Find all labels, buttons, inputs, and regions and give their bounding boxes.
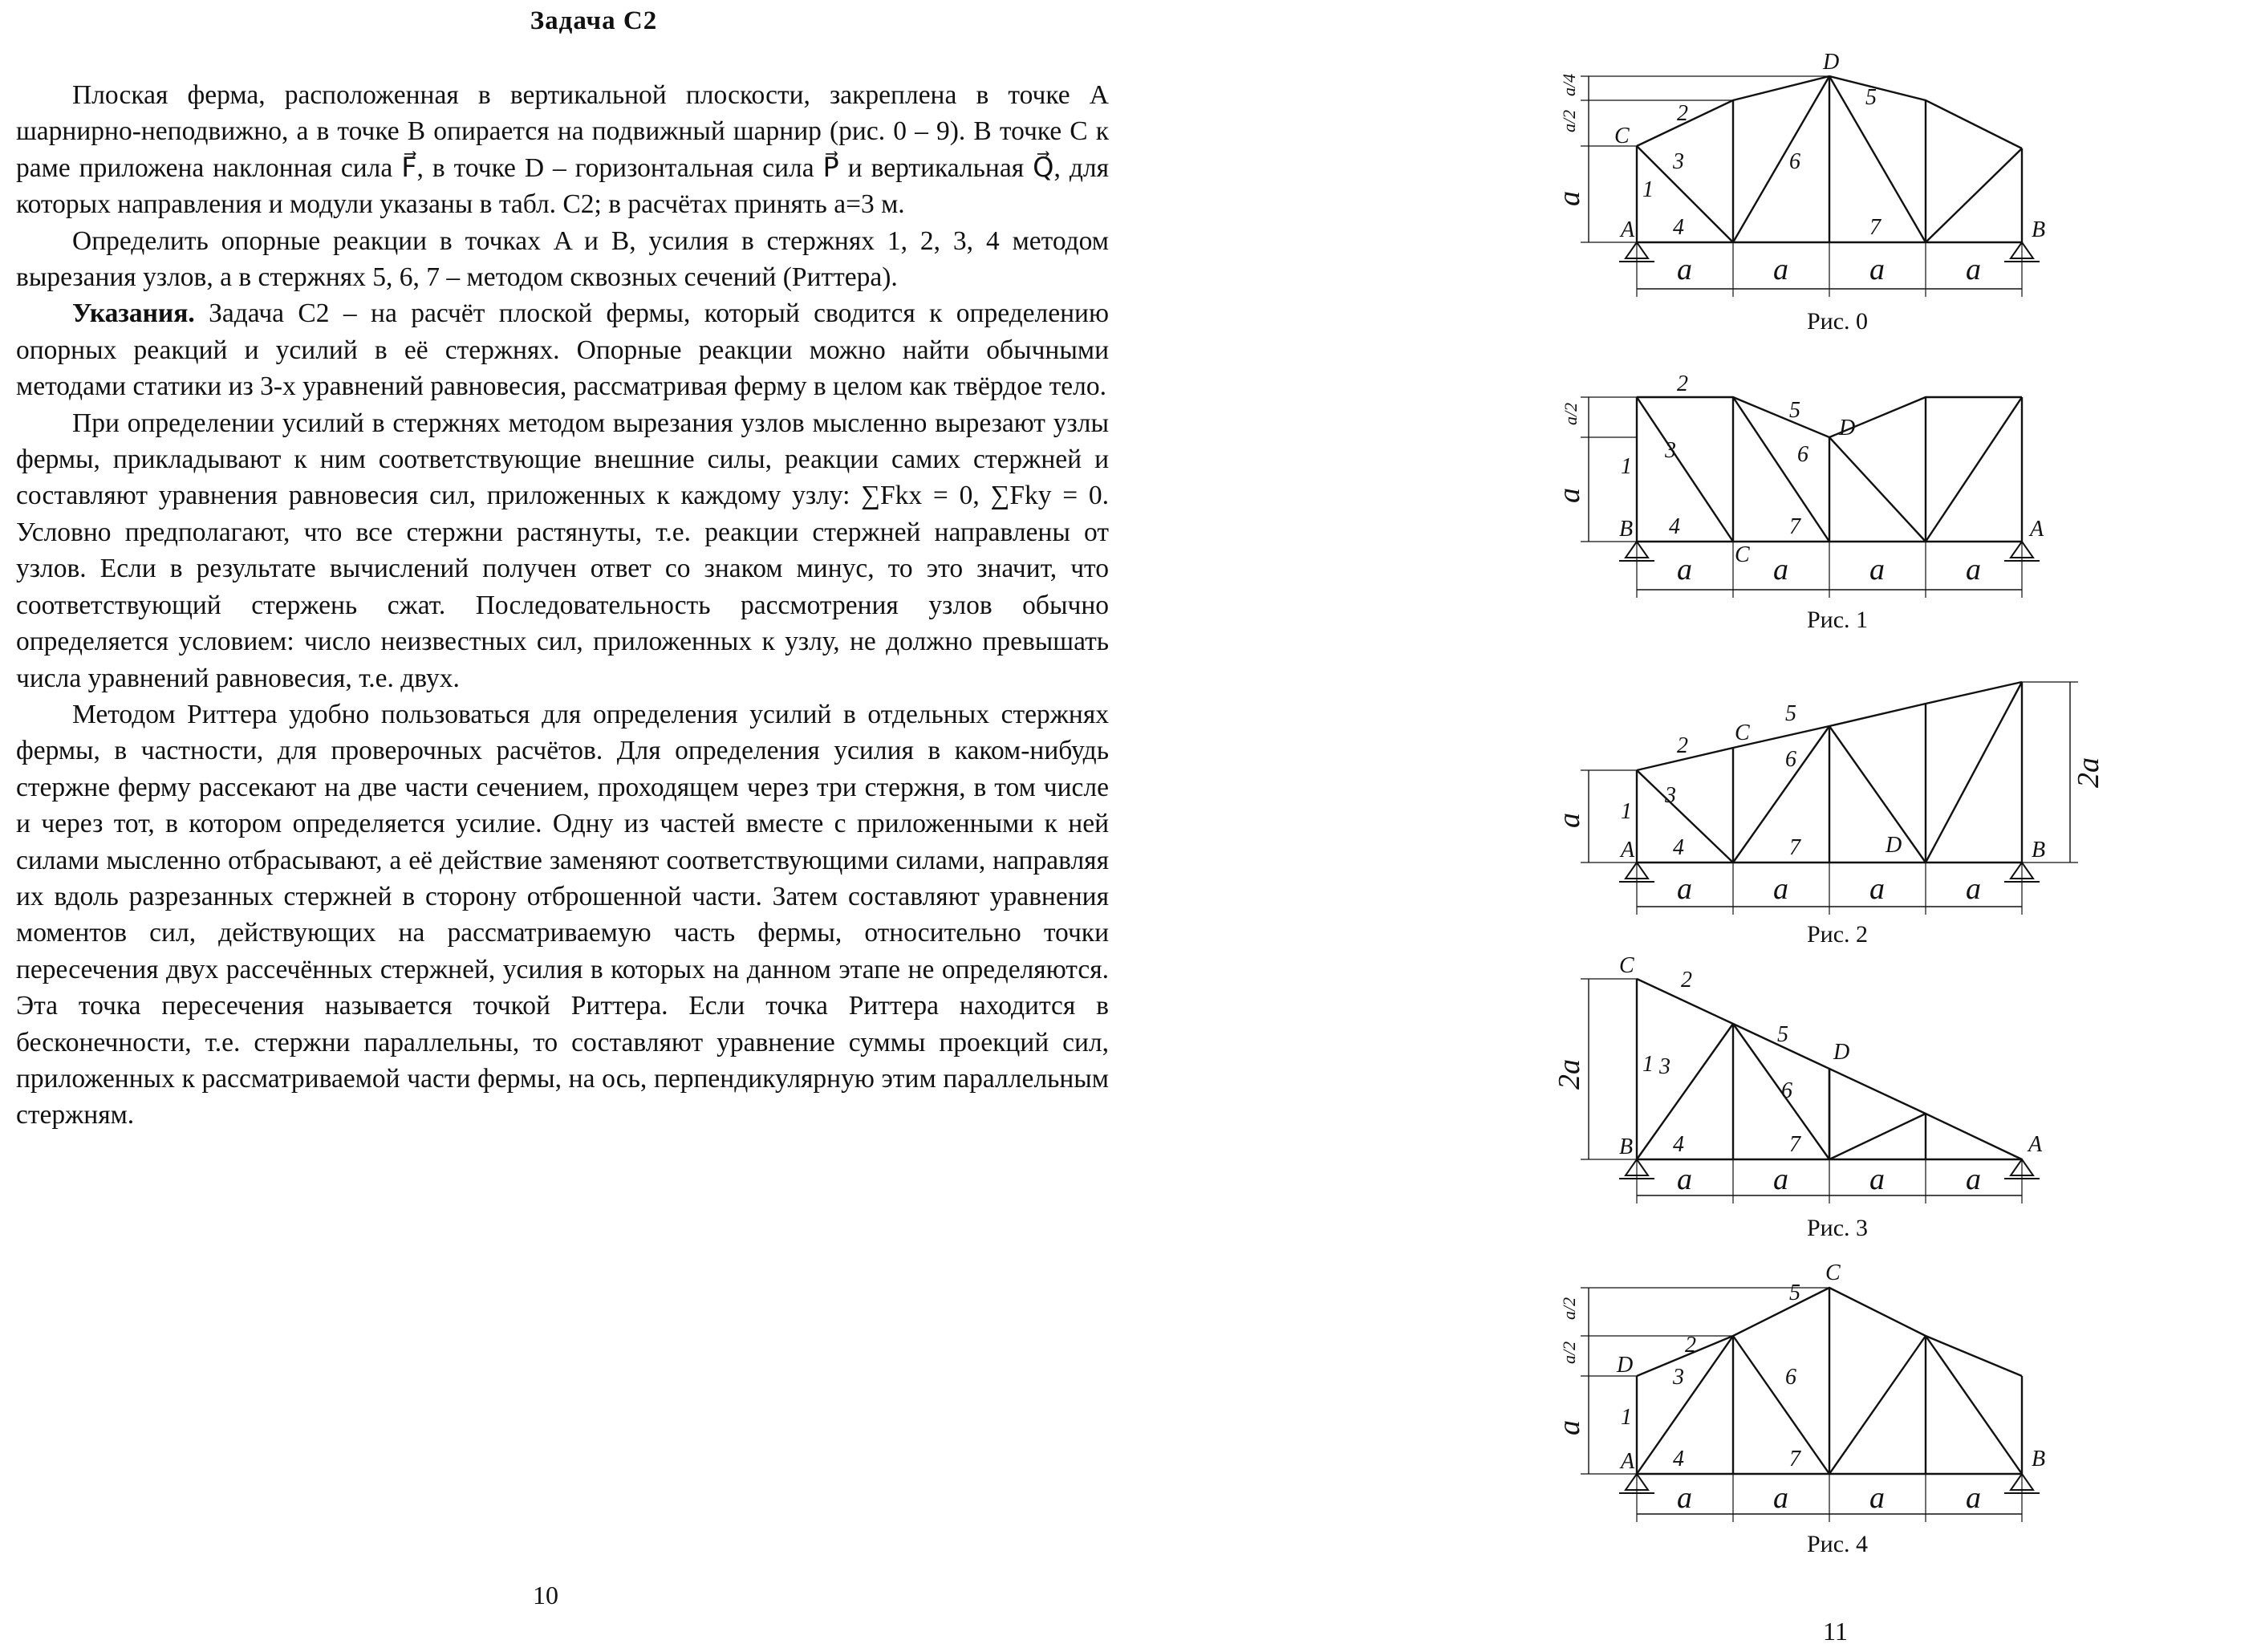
svg-text:7: 7 bbox=[1869, 215, 1881, 240]
svg-text:A: A bbox=[1621, 1449, 1635, 1474]
svg-text:a: a bbox=[1966, 872, 1981, 906]
svg-text:A: A bbox=[1621, 838, 1635, 863]
figure-0-caption: Рис. 0 bbox=[1806, 308, 1869, 335]
svg-text:a/2: a/2 bbox=[1559, 109, 1579, 132]
figure-1-caption: Рис. 1 bbox=[1806, 607, 1869, 633]
svg-text:a: a bbox=[1966, 553, 1981, 587]
svg-text:a: a bbox=[1773, 872, 1788, 906]
svg-text:1: 1 bbox=[1621, 1405, 1632, 1430]
svg-text:a: a bbox=[1677, 1163, 1692, 1196]
svg-text:a: a bbox=[1677, 253, 1692, 286]
svg-text:a: a bbox=[1869, 553, 1885, 587]
svg-text:a/2: a/2 bbox=[1559, 1341, 1579, 1364]
figure-2-caption: Рис. 2 bbox=[1806, 921, 1869, 948]
svg-text:A: A bbox=[2030, 517, 2044, 542]
svg-text:6: 6 bbox=[1781, 1078, 1792, 1103]
text-column bbox=[16, 77, 1109, 1134]
svg-text:4: 4 bbox=[1673, 835, 1684, 860]
svg-text:6: 6 bbox=[1785, 747, 1796, 772]
svg-text:5: 5 bbox=[1789, 398, 1800, 423]
svg-text:a: a bbox=[1869, 872, 1885, 906]
svg-text:D: D bbox=[1617, 1353, 1634, 1378]
svg-text:B: B bbox=[1619, 1134, 1634, 1159]
svg-text:5: 5 bbox=[1785, 701, 1796, 726]
svg-text:a: a bbox=[1869, 253, 1885, 286]
svg-text:C: C bbox=[1619, 955, 1634, 978]
hints-label: Указания. bbox=[72, 298, 195, 329]
svg-text:2: 2 bbox=[1677, 733, 1688, 758]
figure-3 bbox=[1524, 955, 2118, 1212]
truss-diagram-4 bbox=[1524, 1256, 2118, 1528]
svg-text:2a: 2a bbox=[2072, 757, 2105, 788]
paragraph-intro: Плоская ферма, расположенная в вертикальной плоскости, закреплена в точке A шарнирно-неподвижно, а в точке B опирается на подвижный шарнир (рис. 0 – 9). В точке C к раме приложена наклонная сила F⃗, в точке D – горизонтальная сила P⃗ и вертикальная Q⃗, для которых направления и модули указаны в табл. С2; в расчётах принять a=3 м. bbox=[16, 80, 1109, 220]
svg-text:a: a bbox=[1553, 1420, 1586, 1435]
svg-text:a: a bbox=[1553, 488, 1586, 503]
figure-4-caption: Рис. 4 bbox=[1806, 1531, 1869, 1557]
svg-text:7: 7 bbox=[1789, 835, 1800, 860]
svg-text:a: a bbox=[1677, 1481, 1692, 1515]
svg-text:a: a bbox=[1677, 553, 1692, 587]
hints-text: Задача С2 – на расчёт плоской фермы, который сводится к определению опорных реакций и усилий в её стержнях. Опорные реакции можно найти обычными методами статики из 3-х уравнений равновесия, рассматривая ферму в целом как твёрдое тело. bbox=[16, 298, 1110, 402]
page-number-left: 10 bbox=[533, 1581, 558, 1609]
svg-text:3: 3 bbox=[1659, 1054, 1670, 1079]
svg-text:B: B bbox=[2032, 1447, 2046, 1471]
svg-text:7: 7 bbox=[1789, 1447, 1800, 1471]
svg-text:a: a bbox=[1773, 253, 1788, 286]
svg-text:2: 2 bbox=[1685, 1333, 1696, 1358]
figure-4 bbox=[1524, 1256, 2118, 1528]
svg-text:a/2: a/2 bbox=[1559, 1297, 1579, 1320]
svg-text:A: A bbox=[1621, 217, 1635, 242]
paragraph-task: Определить опорные реакции в точках A и B, усилия в стержнях 1, 2, 3, 4 методом вырезания узлов, а в стержнях 5, 6, 7 – методом сквозных сечений (Риттера). bbox=[16, 225, 1109, 293]
svg-text:a: a bbox=[1553, 191, 1586, 206]
svg-text:5: 5 bbox=[1789, 1281, 1800, 1305]
svg-text:4: 4 bbox=[1669, 514, 1680, 539]
paragraph-hints bbox=[16, 295, 1109, 404]
svg-text:2a: 2a bbox=[1553, 1059, 1586, 1090]
page-number-right: 11 bbox=[1823, 1617, 1848, 1646]
svg-text:5: 5 bbox=[1865, 85, 1877, 110]
svg-text:a: a bbox=[1773, 553, 1788, 587]
svg-text:C: C bbox=[1735, 720, 1750, 745]
page-title: Задача С2 bbox=[530, 6, 658, 35]
svg-text:6: 6 bbox=[1785, 1365, 1796, 1390]
svg-text:a: a bbox=[1773, 1481, 1788, 1515]
svg-text:C: C bbox=[1735, 542, 1750, 567]
svg-text:7: 7 bbox=[1789, 1132, 1800, 1157]
svg-text:a: a bbox=[1677, 872, 1692, 906]
svg-text:3: 3 bbox=[1665, 438, 1676, 463]
truss-diagram-1 bbox=[1524, 369, 2118, 610]
svg-text:D: D bbox=[1833, 1040, 1850, 1065]
truss-diagram-3 bbox=[1524, 955, 2118, 1212]
svg-text:B: B bbox=[2032, 838, 2046, 863]
svg-text:a/2: a/2 bbox=[1561, 402, 1581, 425]
svg-text:D: D bbox=[1839, 416, 1856, 440]
svg-text:6: 6 bbox=[1797, 442, 1808, 467]
svg-text:2: 2 bbox=[1677, 101, 1688, 126]
svg-text:3: 3 bbox=[1665, 783, 1676, 808]
svg-text:1: 1 bbox=[1642, 1052, 1654, 1077]
figure-0 bbox=[1524, 48, 2118, 305]
svg-text:3: 3 bbox=[1673, 1365, 1684, 1390]
paragraph-ritter-method: Методом Риттера удобно пользоваться для определения усилий в отдельных стержнях фермы, в частности, для проверочных расчётов. Для определения усилия в каком-нибудь стержне ферму рассекают на две части сечением, проходящем через три стержня, в том числе и через тот, в котором определяется усилие. Одну из частей вместе с приложенными к ней силами мысленно отбрасывают, а её действие заменяют соответствующими силами, направляя их вдоль разрезанных стержней в сторону отброшенной части. Затем составляют уравнения моментов сил, действующих на рассматриваемую часть фермы, относительно точки пересечения двух рассечённых стержней, усилия в которых на данном этапе не определяются. Эта точка пересечения называется точкой Риттера. Если точка Риттера находится в бесконечности, т.е. стержни параллельны, то составляют уравнение суммы проекций сил, приложенных к рассматриваемой части фермы, на ось, перпендикулярную этим параллельным стержням. bbox=[16, 699, 1109, 1130]
svg-text:a/4: a/4 bbox=[1559, 73, 1579, 96]
svg-text:2: 2 bbox=[1677, 371, 1688, 396]
figure-2 bbox=[1524, 666, 2118, 923]
svg-text:4: 4 bbox=[1673, 1447, 1684, 1471]
truss-diagram-2 bbox=[1524, 666, 2118, 923]
svg-text:a: a bbox=[1869, 1481, 1885, 1515]
svg-text:a: a bbox=[1553, 813, 1586, 828]
svg-text:B: B bbox=[2032, 217, 2046, 242]
svg-text:B: B bbox=[1619, 517, 1634, 542]
svg-text:a: a bbox=[1966, 1481, 1981, 1515]
svg-text:A: A bbox=[2028, 1132, 2043, 1157]
svg-text:1: 1 bbox=[1621, 454, 1632, 479]
svg-text:C: C bbox=[1825, 1260, 1841, 1285]
svg-text:D: D bbox=[1886, 833, 1902, 858]
svg-text:5: 5 bbox=[1777, 1022, 1788, 1047]
svg-text:D: D bbox=[1823, 50, 1840, 75]
paragraph-node-method: При определении усилий в стержнях методом вырезания узлов мысленно вырезают узлы фермы, прикладывают к ним соответствующие внешние силы, реакции самих стержней и составляют уравнения равновесия сил, приложенных к каждому узлу: ∑Fkx = 0, ∑Fky = 0. Условно предполагают, что все стержни растянуты, т.е. реакции стержней направлены от узлов. Если в результате вычислений получен ответ со знаком минус, то это значит, что соответствующий стержень сжат. Последовательность рассмотрения узлов обычно определяется условием: число неизвестных сил, приложенных к узлу, не должно превышать числа уравнений равновесия, т.е. двух. bbox=[16, 408, 1109, 693]
truss-diagram-0 bbox=[1524, 48, 2118, 305]
svg-text:a: a bbox=[1773, 1163, 1788, 1196]
svg-text:1: 1 bbox=[1642, 177, 1654, 202]
figure-3-caption: Рис. 3 bbox=[1806, 1215, 1869, 1241]
svg-text:3: 3 bbox=[1673, 149, 1684, 174]
svg-text:a: a bbox=[1869, 1163, 1885, 1196]
svg-text:1: 1 bbox=[1621, 799, 1632, 824]
svg-text:4: 4 bbox=[1673, 1132, 1684, 1157]
svg-text:a: a bbox=[1966, 253, 1981, 286]
svg-text:7: 7 bbox=[1789, 514, 1800, 539]
svg-text:a: a bbox=[1966, 1163, 1981, 1196]
svg-text:6: 6 bbox=[1789, 149, 1800, 174]
svg-text:2: 2 bbox=[1681, 968, 1692, 992]
svg-text:4: 4 bbox=[1673, 215, 1684, 240]
svg-text:C: C bbox=[1614, 124, 1630, 148]
figure-1 bbox=[1524, 369, 2118, 610]
